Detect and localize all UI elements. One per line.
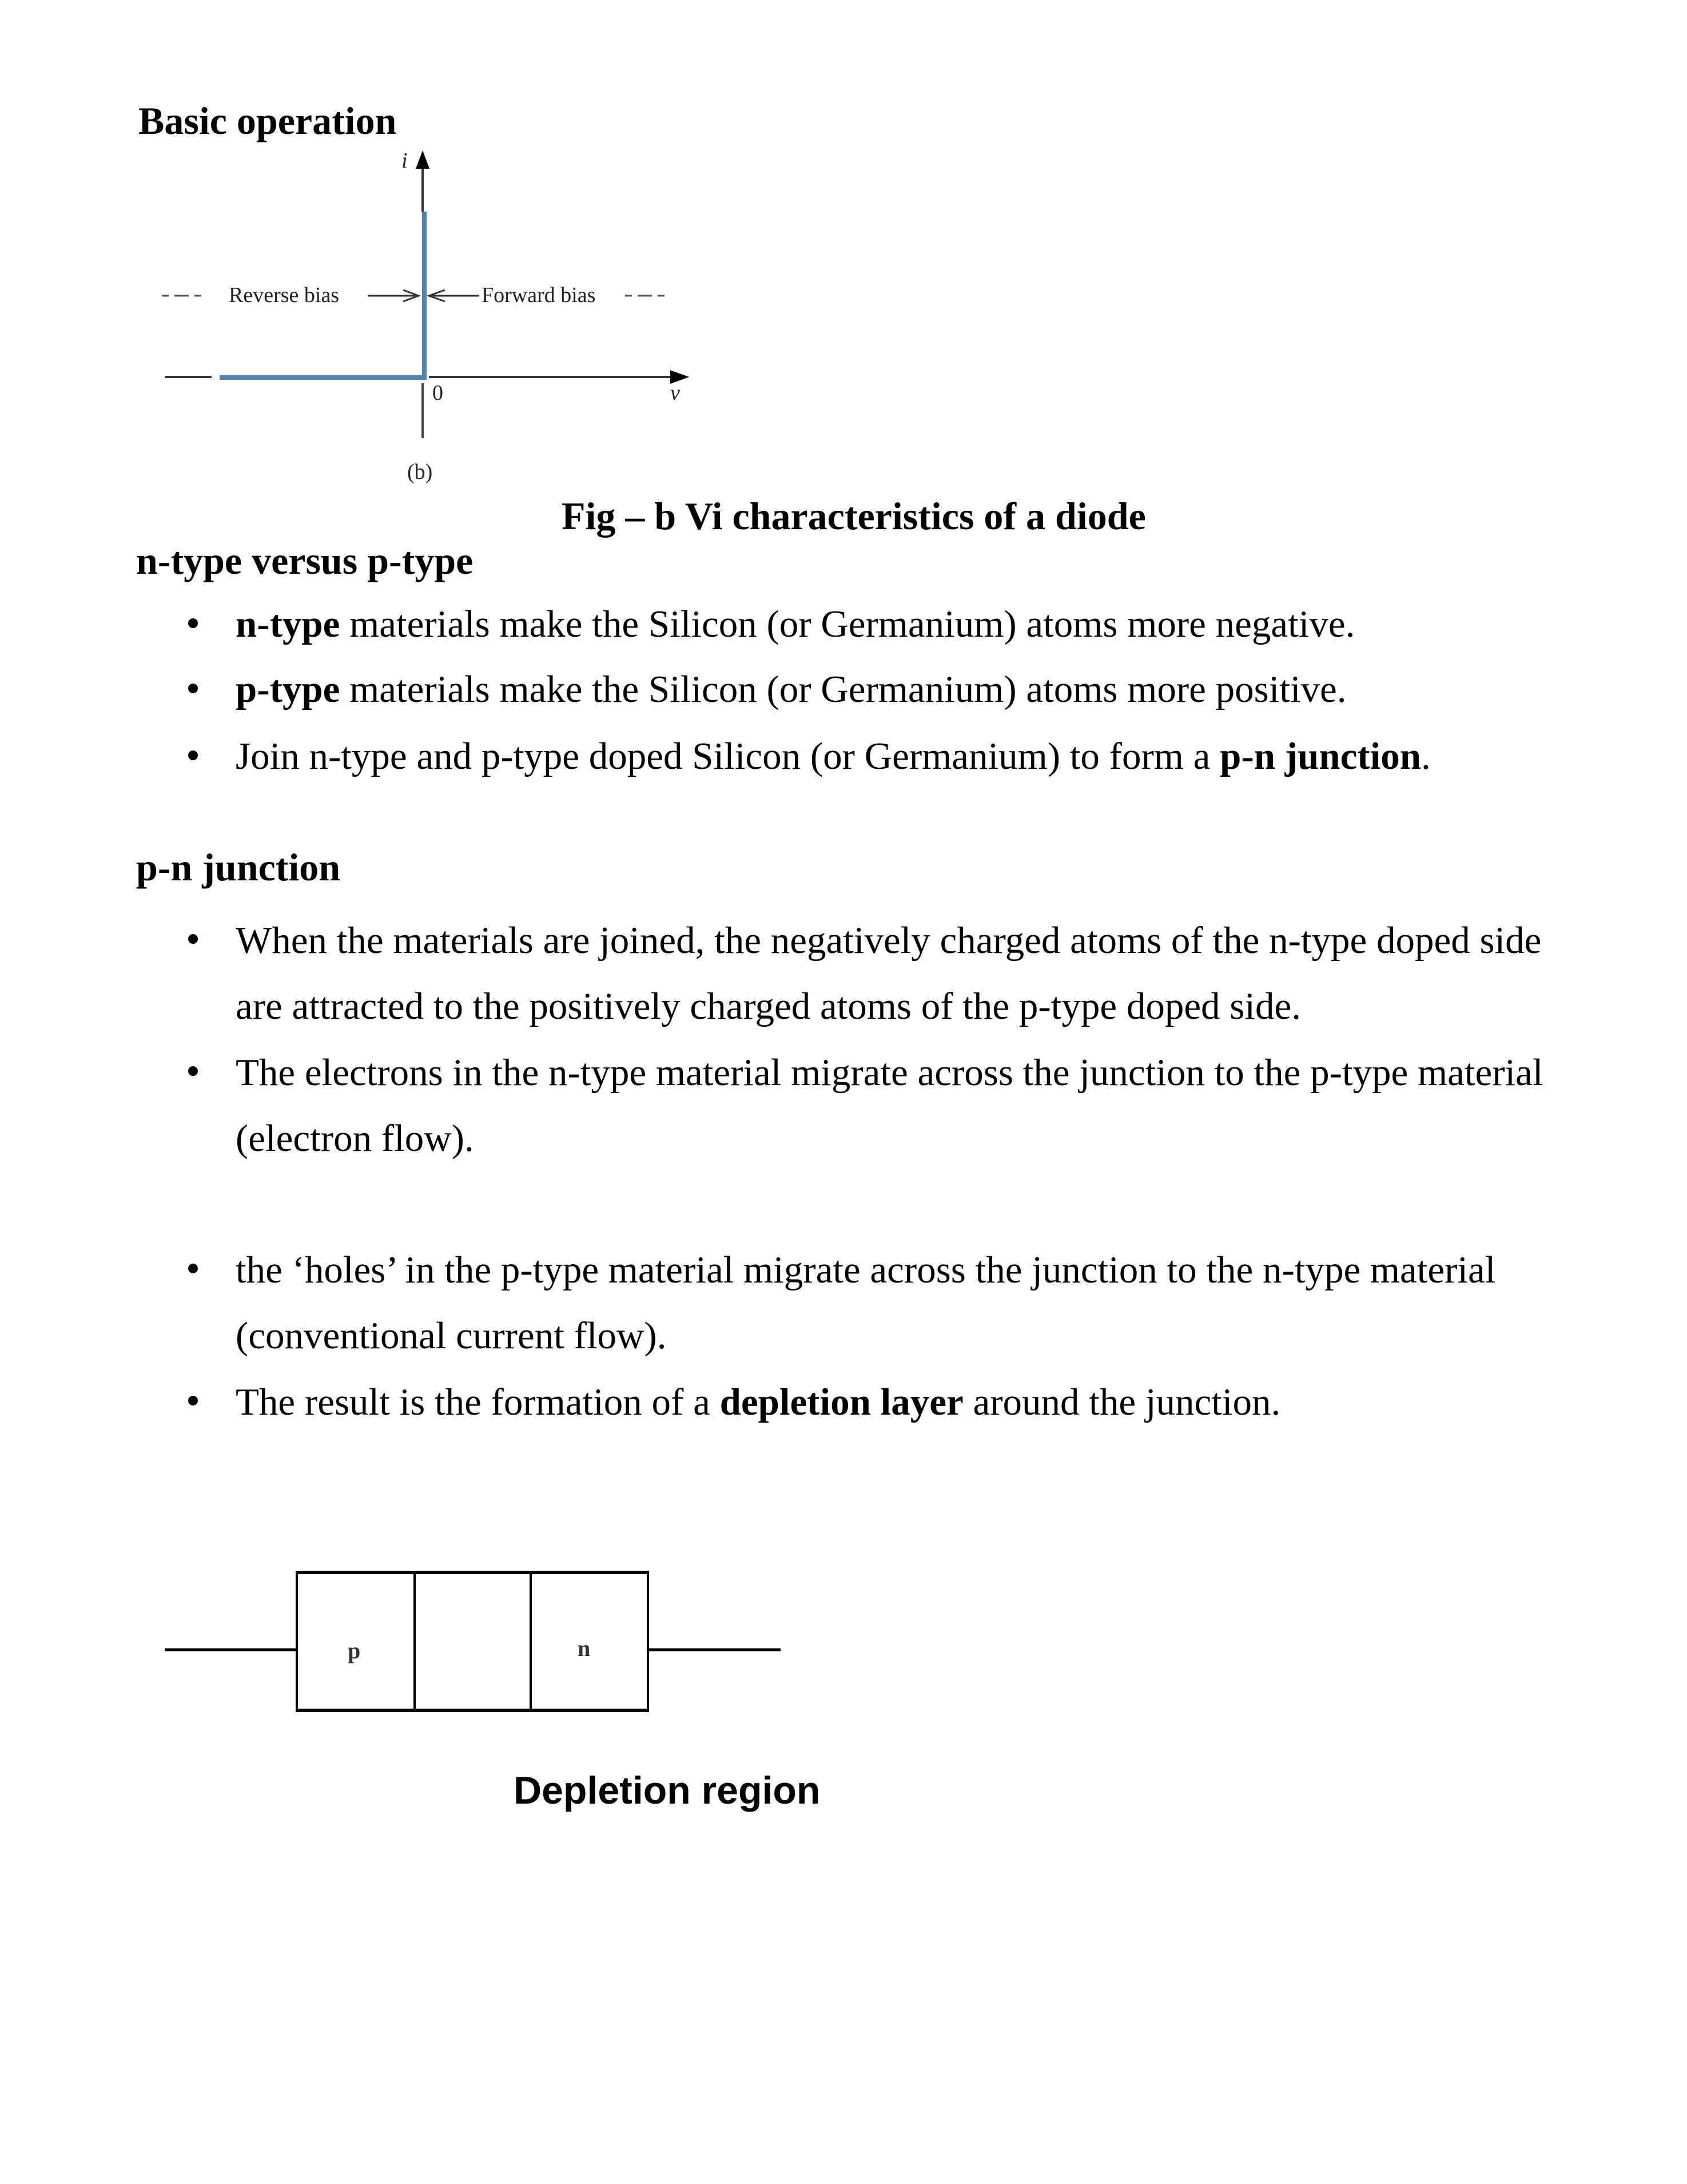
heading-basic-operation: Basic operation (138, 99, 397, 142)
origin-label: 0 (432, 381, 443, 405)
figure-sublabel: (b) (407, 460, 433, 484)
bullet-icon (188, 1264, 198, 1273)
x-axis-label: v (670, 381, 680, 405)
y-axis-label: i (401, 149, 408, 173)
figure-caption: Fig – b Vi characteristics of a diode (562, 494, 1146, 538)
forward-bias-label: Forward bias (482, 283, 596, 307)
bullet-icon (188, 1066, 198, 1076)
bullet-icon (188, 618, 198, 628)
heading-n-vs-p: n-type versus p-type (136, 539, 474, 582)
bold-term: p-n junction (1220, 735, 1421, 777)
heading-pn-junction: p-n junction (136, 845, 341, 889)
bullet-icon (188, 1396, 198, 1405)
bullet-icon (188, 934, 198, 944)
vi-curve-graphic (0, 0, 1687, 515)
depletion-region-caption: Depletion region (514, 1769, 821, 1812)
reverse-bias-label: Reverse bias (229, 283, 340, 307)
p-region-label: p (348, 1638, 361, 1663)
bold-term: depletion layer (719, 1381, 964, 1423)
bold-term: p-type (236, 668, 340, 710)
bullet-icon (188, 750, 198, 760)
n-region-label: n (578, 1635, 591, 1661)
bullet-icon (188, 684, 198, 693)
bold-term: n-type (236, 603, 340, 645)
y-axis-arrow-icon (416, 150, 429, 169)
